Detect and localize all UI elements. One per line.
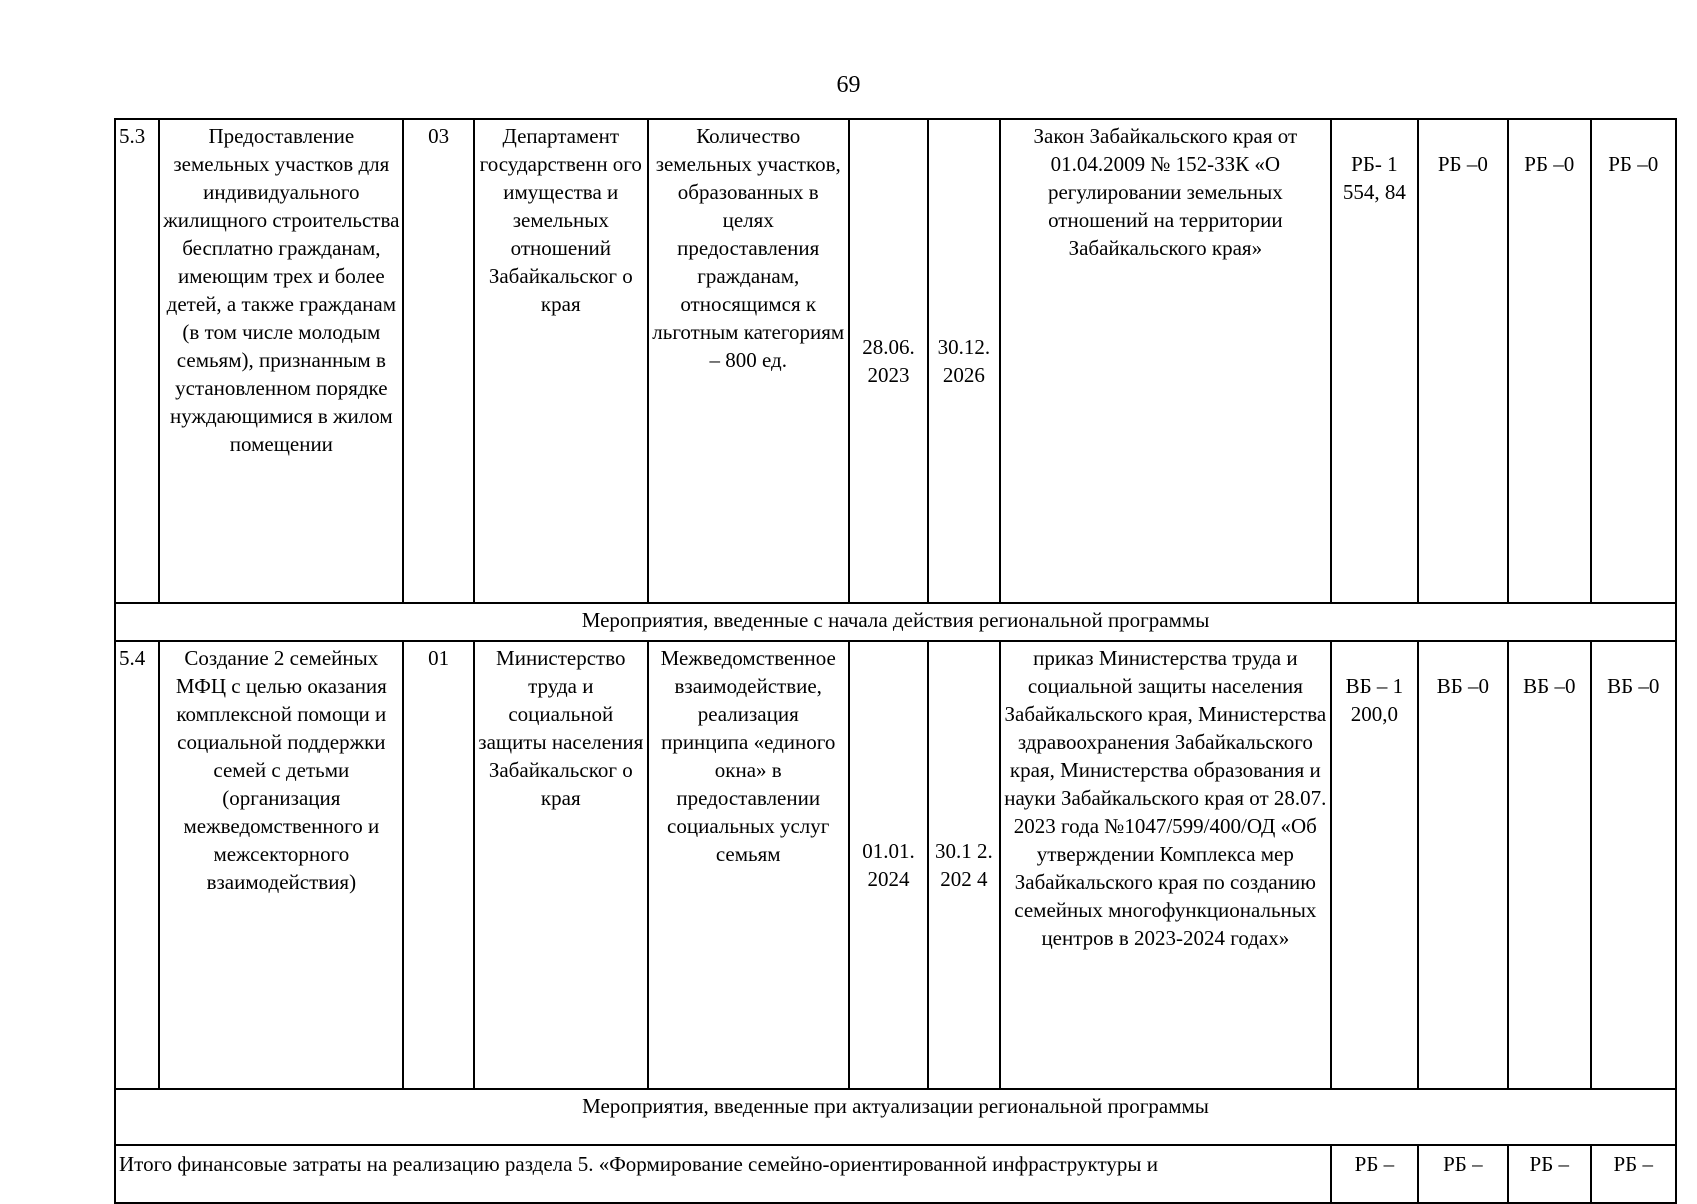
funding-year-3: РБ –0 (1508, 119, 1590, 603)
funding-year-1: РБ- 1 554, 84 (1331, 119, 1417, 603)
row-number: 5.4 (115, 641, 159, 1089)
measure-code: 01 (403, 641, 473, 1089)
table-row (115, 119, 1676, 603)
start-date: 01.01. 2024 (849, 641, 928, 1089)
measure-name: Создание 2 семейных МФЦ с целью оказания комплексной помощи и социальной поддержки семей с детьми (организация межведомственного и межсекторного взаимодействия) (159, 641, 403, 1089)
end-date: 30.12. 2026 (928, 119, 999, 603)
total-label: Итого финансовые затраты на реализацию раздела 5. «Формирование семейно-ориентированной инфраструктуры и (119, 1152, 1158, 1176)
section-divider-row (115, 603, 1676, 641)
end-date: 30.1 2. 202 4 (928, 641, 999, 1089)
measure-result: Количество земельных участков, образованных в целях предоставления гражданам, относящимся к льготным категориям – 800 ед. (648, 119, 849, 603)
legal-basis: приказ Министерства труда и социальной защиты населения Забайкальского края, Министерства здравоохранения Забайкальского края, Министерства образования и науки Забайкальского края от 28.07. 2023 года №1047/599/400/ОД «Об утверждении Комплекса мер Забайкальского края по созданию семейных многофункциональных центров в 2023-2024 годах» (1000, 641, 1332, 1089)
funding-year-2: РБ –0 (1418, 119, 1508, 603)
total-funding-1: РБ – (1331, 1145, 1417, 1203)
funding-year-2: ВБ –0 (1418, 641, 1508, 1089)
funding-year-4: РБ –0 (1591, 119, 1677, 603)
table-row (115, 641, 1676, 1089)
row-number: 5.3 (115, 119, 159, 603)
total-funding-3: РБ – (1508, 1145, 1590, 1203)
total-row (115, 1145, 1676, 1203)
start-date: 28.06. 2023 (849, 119, 928, 603)
total-label-cell (115, 1145, 1331, 1203)
funding-year-1: ВБ – 1 200,0 (1331, 641, 1417, 1089)
measure-executor: Министерство труда и социальной защиты населения Забайкальског о края (474, 641, 648, 1089)
measure-result: Межведомственное взаимодействие, реализация принципа «единого окна» в предоставлении социальных услуг семьям (648, 641, 849, 1089)
section-divider: Мероприятия, введенные с начала действия региональной программы (115, 603, 1676, 641)
measures-table (114, 118, 1677, 1204)
section-divider-row (115, 1089, 1676, 1145)
total-funding-2: РБ – (1418, 1145, 1508, 1203)
measure-code: 03 (403, 119, 473, 603)
legal-basis: Закон Забайкальского края от 01.04.2009 № 152-ЗЗК «О регулировании земельных отношений на территории Забайкальского края» (1000, 119, 1332, 603)
funding-year-3: ВБ –0 (1508, 641, 1590, 1089)
measure-name: Предоставление земельных участков для индивидуального жилищного строительства бесплатно гражданам, имеющим трех и более детей, а также гражданам (в том числе молодым семьям), признанным в установленном порядке нуждающимися в жилом помещении (159, 119, 403, 603)
measure-executor: Департамент государственн ого имущества и земельных отношений Забайкальског о края (474, 119, 648, 603)
section-divider: Мероприятия, введенные при актуализации региональной программы (115, 1089, 1676, 1145)
funding-year-4: ВБ –0 (1591, 641, 1677, 1089)
total-funding-4: РБ – (1591, 1145, 1677, 1203)
page-number: 69 (836, 72, 861, 98)
